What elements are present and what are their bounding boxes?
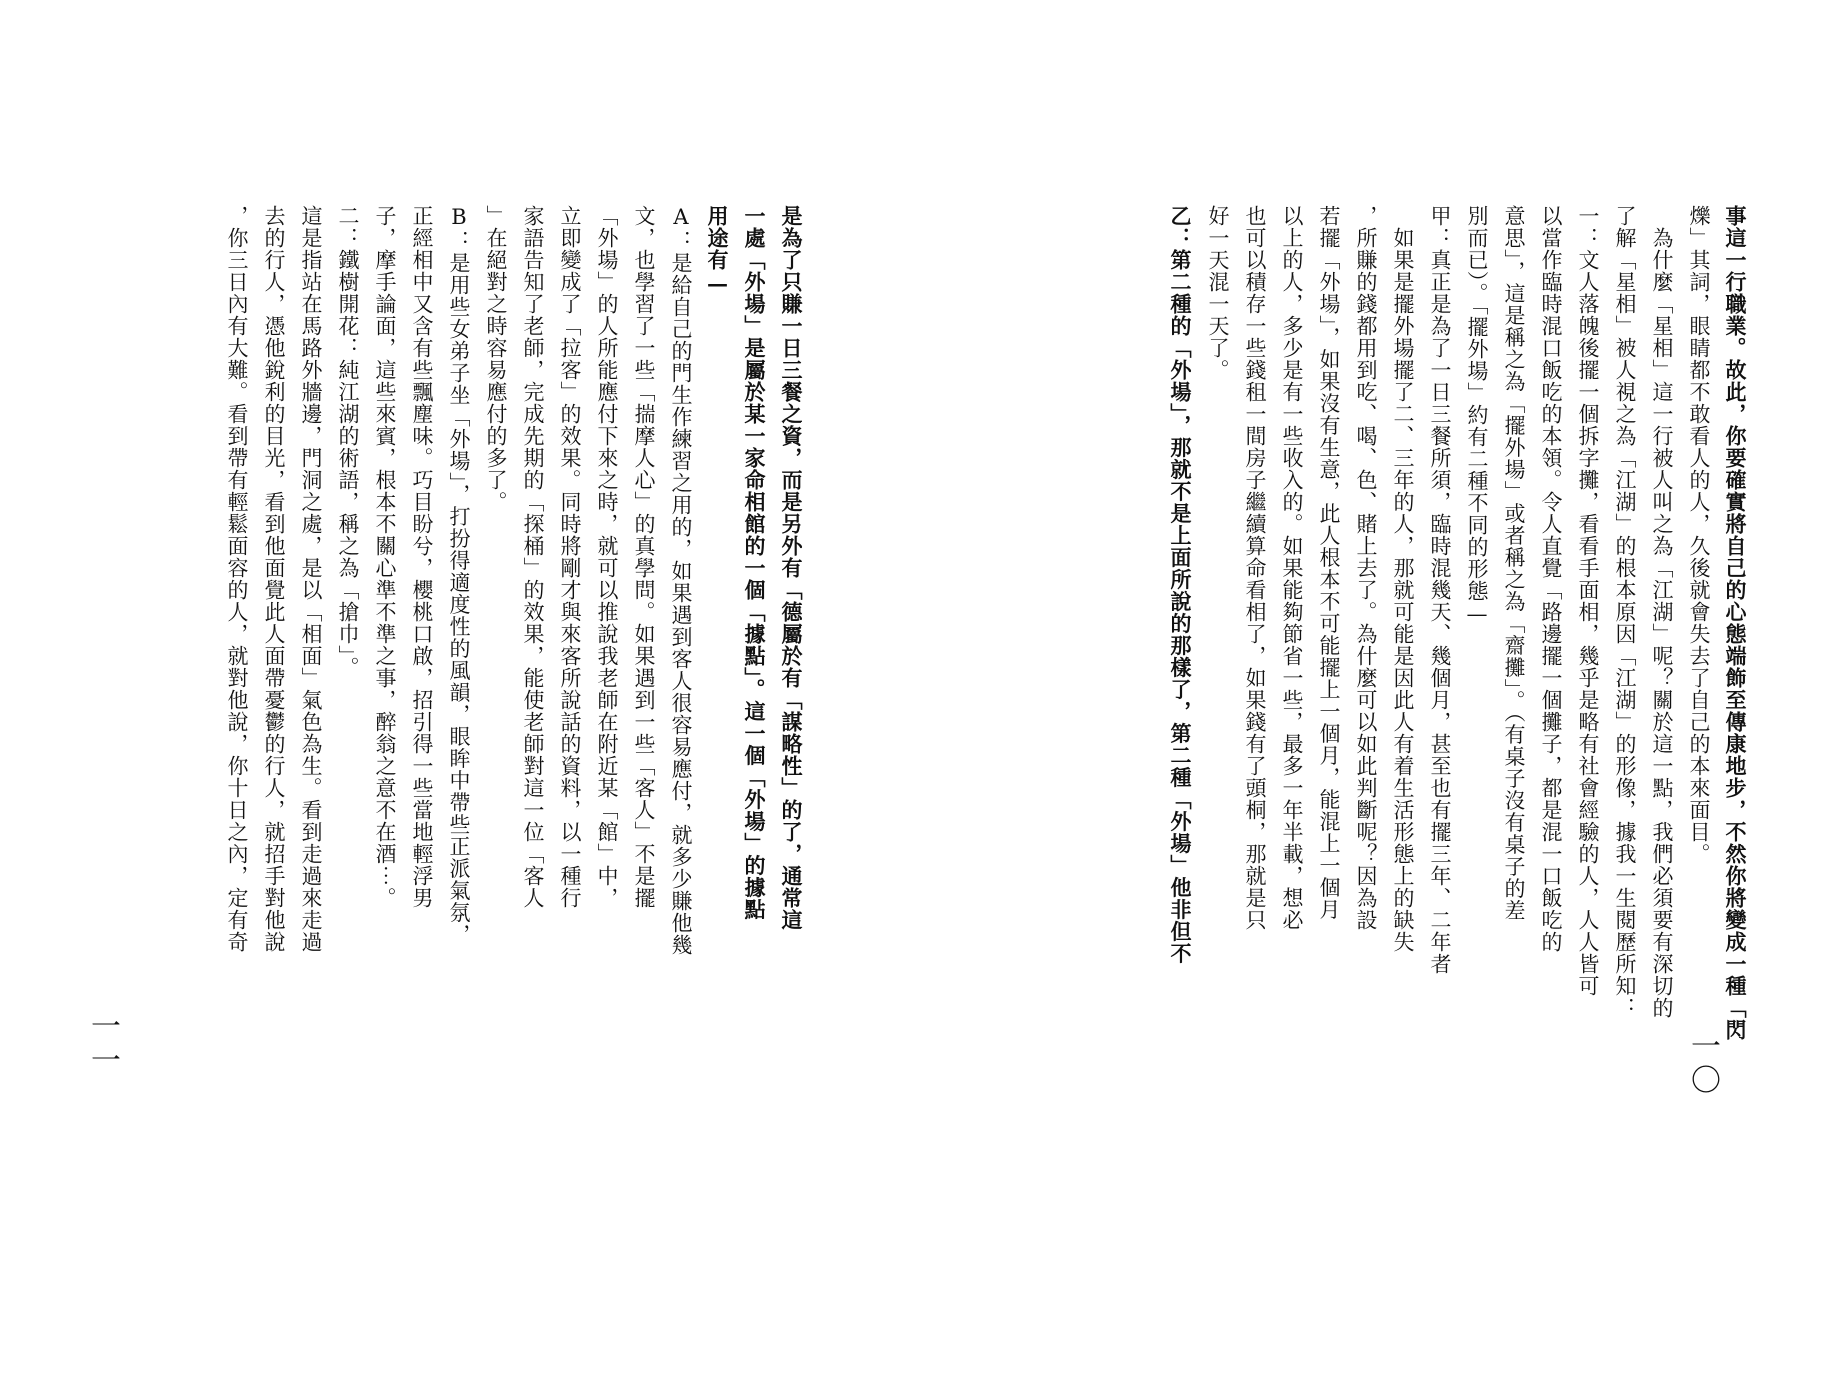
paragraph: 立即變成了「拉客」的效果。同時將剛才與來客所說話的資料，以一種行 <box>558 205 582 909</box>
page-number: 一〇 <box>1685 1030 1720 1098</box>
right-page-body <box>1162 205 1754 1305</box>
paragraph: 「外場」的人所能應付下來之時，就可以推說我老師在附近某「館」中， <box>595 205 619 909</box>
page-number: 一一 <box>85 1010 120 1078</box>
paragraph: 子，摩手論面，這些來賓，根本不關心準不準之事，醉翁之意不在酒⋯。 <box>373 205 397 909</box>
paragraph: 這是指站在馬路外牆邊，門洞之處，是以「相面」氣色為生。看到走過來走過 <box>299 205 323 953</box>
paragraph: ，所賺的錢都用到吃、喝、色、賭上去了。為什麼可以如此判斷呢？因為設 <box>1354 205 1378 931</box>
paragraph: 了解「星相」被人視之為「江湖」的根本原因「江湖」的形像，據我一生閱歷所知： <box>1613 205 1637 1019</box>
paragraph: 好一天混一天了。 <box>1206 205 1230 381</box>
paragraph: 以當作臨時混口飯吃的本領。令人直覺「路邊擺一個攤子，都是混一口飯吃的 <box>1539 205 1563 953</box>
paragraph: 為什麼「星相」這一行被人叫之為「江湖」呢？關於這一點，我們必須要有深切的 <box>1650 205 1674 1019</box>
paragraph: 文，也學習了一些「揣摩人心」的真學問。如果遇到一些「客人」不是擺 <box>632 205 656 909</box>
paragraph: ，你三日內有大難。看到帶有輕鬆面容的人，就對他說，你十日之內，定有奇 <box>225 205 249 953</box>
paragraph: 一：文人落魄後擺一個拆字攤，看看手面相，幾乎是略有社會經驗的人，人人皆可 <box>1576 205 1600 997</box>
paragraph: 二：鐵樹開花：純江湖的術語，稱之為「搶巾」。 <box>336 205 360 679</box>
paragraph: B：是用些女弟子坐「外場」，打扮得適度性的風韻，眼眸中帶些正派氣氛， <box>447 205 471 946</box>
paragraph: 去的行人，憑他銳利的目光，看到他面覺此人面帶憂鬱的行人，就招手對他說 <box>262 205 286 953</box>
paragraph: 事這一行職業。故此，你要確實將自己的心態端飾至傳康地步，不然你將變成一種「閃 <box>1723 205 1748 1041</box>
left-page-body <box>218 205 810 1305</box>
paragraph: A：是給自己的門生作練習之用的，如果遇到客人很容易應付，就多少賺他幾 <box>669 205 693 956</box>
paragraph: 別而已）。「擺外場」約有二種不同的形態— <box>1465 205 1489 627</box>
paragraph: 若擺「外場」，如果沒有生意，此人根本不可能擺上一個月，能混上一個月 <box>1317 205 1341 921</box>
paragraph: 家語告知了老師，完成先期的「探桶」的效果，能使老師對這一位「客人 <box>521 205 545 909</box>
paragraph: 如果是擺外場擺了二、三年的人，那就可能是因此人有着生活形態上的缺失 <box>1391 205 1415 953</box>
paragraph: 用途有— <box>705 205 730 297</box>
paragraph: 乙：第二種的「外場」，那就不是上面所說的那樣了，第二種「外場」他非但不 <box>1168 205 1193 965</box>
paragraph: 爍」其詞，眼睛都不敢看人的人，久後就會失去了自己的本來面目。 <box>1687 205 1711 865</box>
paragraph: 正經相中又含有些飄塵味。巧目盼兮，櫻桃口啟，招引得一些當地輕浮男 <box>410 205 434 909</box>
paragraph: 一處「外場」是屬於某一家命相館的一個「據點」。這一個「外場」的據點 <box>742 205 767 921</box>
paragraph: 甲：真正是為了一日三餐所須，臨時混幾天、幾個月，甚至也有擺三年、二年者 <box>1428 205 1452 975</box>
paragraph: 是為了只賺一日三餐之資，而是另外有「德屬於有「謀略性」的了，通常這 <box>779 205 804 931</box>
paragraph: 」在絕對之時容易應付的多了。 <box>484 205 508 513</box>
paragraph: 以上的人，多少是有一些收入的。如果能夠節省一些，最多一年半載，想必 <box>1280 205 1304 931</box>
right-page <box>920 0 1834 1400</box>
paragraph: 意思」，這是稱之為「擺外場」或者稱之為「齋攤」。（有桌子沒有桌子的差 <box>1502 205 1526 922</box>
paragraph: 也可以積存一些錢租一間房子繼續算命看相了，如果錢有了頭桐，那就是只 <box>1243 205 1267 931</box>
